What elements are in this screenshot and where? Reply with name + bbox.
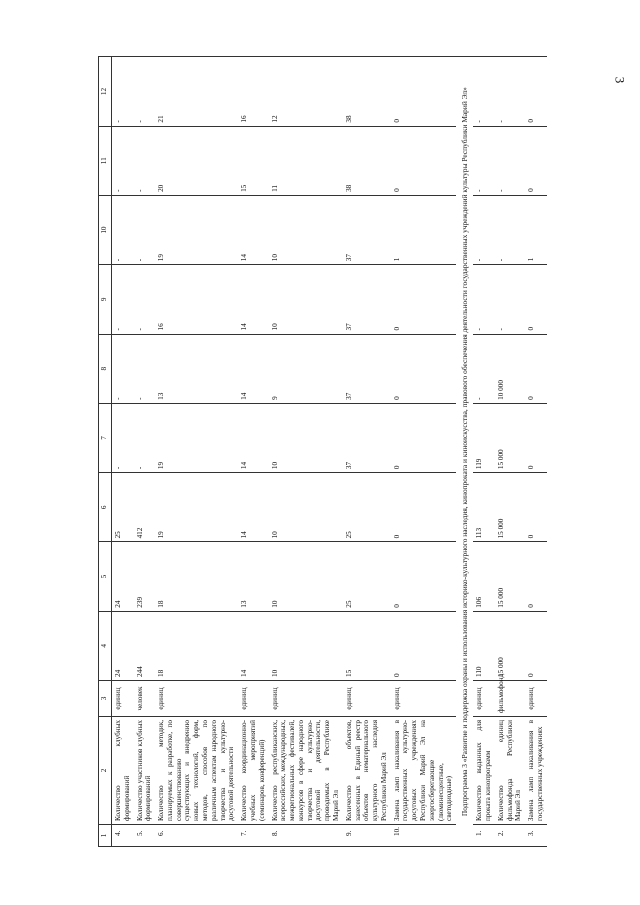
indicator-value: 14 [238,334,268,403]
table-row [155,57,238,847]
indicator-value: - [495,195,525,264]
column-header: 11 [99,126,112,195]
indicator-value: - [134,57,156,126]
indicator-value: - [112,334,134,403]
indicator-value: 0 [391,334,456,403]
indicator-value: 19 [155,473,238,542]
column-header: 7 [99,403,112,472]
indicator-name: Замена ламп накаливания в государственных учреждениях [525,717,547,825]
unit-of-measure: единиц [391,681,456,717]
unit-of-measure: единиц [269,681,343,717]
column-header: 3 [99,681,112,717]
indicator-value: 10 [269,403,343,472]
row-number: 2. [495,825,525,847]
column-header: 12 [99,57,112,126]
indicator-value: 10 [269,195,343,264]
indicator-value: 0 [525,265,547,334]
indicator-value: 18 [155,611,238,680]
indicator-value: 10 [269,611,343,680]
indicator-value: 0 [391,126,456,195]
indicator-value: 16 [155,265,238,334]
unit-of-measure: фильмофонд [495,681,525,717]
table-row [495,57,525,847]
indicator-value: 20 [155,126,238,195]
indicator-value: 10 [269,542,343,611]
indicator-value: 244 [134,611,156,680]
indicator-value: 25 [343,473,391,542]
row-number: 10. [391,825,456,847]
indicator-value: 0 [525,473,547,542]
indicator-value: 15 000 [495,542,525,611]
indicator-name: Количество координационно-учебных мероприятий (семинаров, конференций) [238,717,268,825]
indicator-value: - [473,57,495,126]
unit-of-measure: единиц [473,681,495,717]
column-header: 10 [99,195,112,264]
indicator-value: 0 [525,542,547,611]
indicator-value: - [112,57,134,126]
column-number-header [99,57,112,847]
indicator-value: 19 [155,403,238,472]
row-number: 1. [473,825,495,847]
indicator-value: 14 [238,473,268,542]
indicator-value: 0 [525,334,547,403]
indicator-name: Количество республиканских, всероссийских, международных, межрегиональных фестивалей, конкурсов в сфере народного творчества и культурно-досуговой деятельности, проводимых в Республике Марий Эл [269,717,343,825]
column-header: 8 [99,334,112,403]
table-row [134,57,156,847]
indicator-value: 15 000 [495,403,525,472]
indicator-value: 15 [343,611,391,680]
indicator-value: 0 [525,57,547,126]
indicator-value: 0 [391,473,456,542]
rotated-page [98,57,628,847]
indicator-value: 13 [238,542,268,611]
indicator-value: 19 [155,195,238,264]
indicator-value: 106 [473,542,495,611]
indicator-value: 10 [269,265,343,334]
unit-of-measure: единиц [238,681,268,717]
indicator-value: - [134,195,156,264]
table-row [269,57,343,847]
table-body-subprogram-2 [112,57,457,847]
indicator-name: Количество участников клубных формирований [134,717,156,825]
unit-of-measure: единиц [343,681,391,717]
indicator-value: 0 [391,403,456,472]
column-header: 9 [99,265,112,334]
indicator-value: - [134,403,156,472]
indicators-table [98,56,547,847]
indicator-value: - [134,126,156,195]
indicator-value: 9 [269,334,343,403]
subprogram-heading [456,57,473,847]
table-body-subprogram-3 [473,57,546,847]
row-number: 6. [155,825,238,847]
indicator-value: 1 [525,195,547,264]
indicator-value: 37 [343,265,391,334]
unit-of-measure: единиц [155,681,238,717]
column-header: 5 [99,542,112,611]
column-header: 1 [99,825,112,847]
indicator-value: - [112,126,134,195]
indicator-value: 14 [238,195,268,264]
indicator-value: 13 [155,334,238,403]
indicator-value: - [134,334,156,403]
unit-of-measure: единиц [112,681,134,717]
indicator-value: 0 [525,126,547,195]
table-row [112,57,134,847]
indicator-value: 37 [343,195,391,264]
indicator-value: 10 000 [495,334,525,403]
indicator-value: 12 [269,57,343,126]
indicator-value: - [112,265,134,334]
indicator-value: 1 [391,195,456,264]
table-row [238,57,268,847]
indicator-value: 0 [391,611,456,680]
indicator-value: 110 [473,611,495,680]
column-header: 6 [99,473,112,542]
indicator-value: - [473,195,495,264]
indicator-value: 15 000 [495,611,525,680]
indicator-value: - [112,195,134,264]
indicator-value: - [495,126,525,195]
indicator-value: 0 [391,542,456,611]
indicator-value: 25 [343,542,391,611]
indicator-value: 38 [343,126,391,195]
indicator-value: 24 [112,611,134,680]
indicator-value: 15 000 [495,473,525,542]
table-row [343,57,391,847]
indicator-value: 14 [238,611,268,680]
indicator-name: Количество методик, планируемых к разработке, по совершенствованию существующих и внедрению новых технологий, форм, методов, способов по различным аспектам народного творчества и культурно-досуговой деятельности [155,717,238,825]
indicator-value: 412 [134,473,156,542]
row-number: 4. [112,825,134,847]
indicator-value: 25 [112,473,134,542]
column-header: 2 [99,717,112,825]
indicator-value: - [473,126,495,195]
column-header: 4 [99,611,112,680]
row-number: 3. [525,825,547,847]
row-number: 7. [238,825,268,847]
subprogram-title: Подпрограмма 3 «Развитие и поддержка охраны и использования историко-культурного наследия, кинопроката и киноискусства, правового обеспечения деятельности государственных учреждений культуры Республики Марий Эл» [456,57,473,847]
indicator-value: 0 [391,57,456,126]
row-number: 9. [343,825,391,847]
indicator-value: 113 [473,473,495,542]
indicator-value: 119 [473,403,495,472]
unit-of-measure: человек [134,681,156,717]
indicator-value: 11 [269,126,343,195]
indicator-value: - [495,265,525,334]
indicator-value: 21 [155,57,238,126]
indicator-value: - [473,265,495,334]
indicator-value: 0 [391,265,456,334]
indicator-value: 15 [238,126,268,195]
indicator-name: Количество клубных формирований [112,717,134,825]
indicator-value: 38 [343,57,391,126]
indicator-name: Количество объектов, занесенных в Единый реестр объектов нематериального культурного наследия Республики Марий Эл [343,717,391,825]
row-number: 8. [269,825,343,847]
table-row [473,57,495,847]
indicator-value: 239 [134,542,156,611]
indicator-value: 0 [525,611,547,680]
unit-of-measure: единиц [525,681,547,717]
indicator-value: 0 [525,403,547,472]
indicator-value: - [134,265,156,334]
indicator-name: Количество единиц фильмофонда Республики Марий Эл [495,717,525,825]
indicator-value: 10 [269,473,343,542]
indicator-value: - [112,403,134,472]
indicator-name: Замена ламп накаливания в государственных культурно-досуговых учреждениях Республики Марий Эл на энергосберегающие (люминесцентные, светодиодные) [391,717,456,825]
row-number: 5. [134,825,156,847]
indicator-value: 14 [238,403,268,472]
indicator-value: 18 [155,542,238,611]
indicator-value: 37 [343,334,391,403]
indicator-value: 16 [238,57,268,126]
indicator-name: Количество выданных для проката кинопрограмм [473,717,495,825]
indicator-value: 14 [238,265,268,334]
indicator-value: 37 [343,403,391,472]
indicator-value: - [473,334,495,403]
indicator-value: - [495,57,525,126]
table-row [525,57,547,847]
indicator-value: 24 [112,542,134,611]
table-row [391,57,456,847]
page-number: 3 [612,76,628,84]
